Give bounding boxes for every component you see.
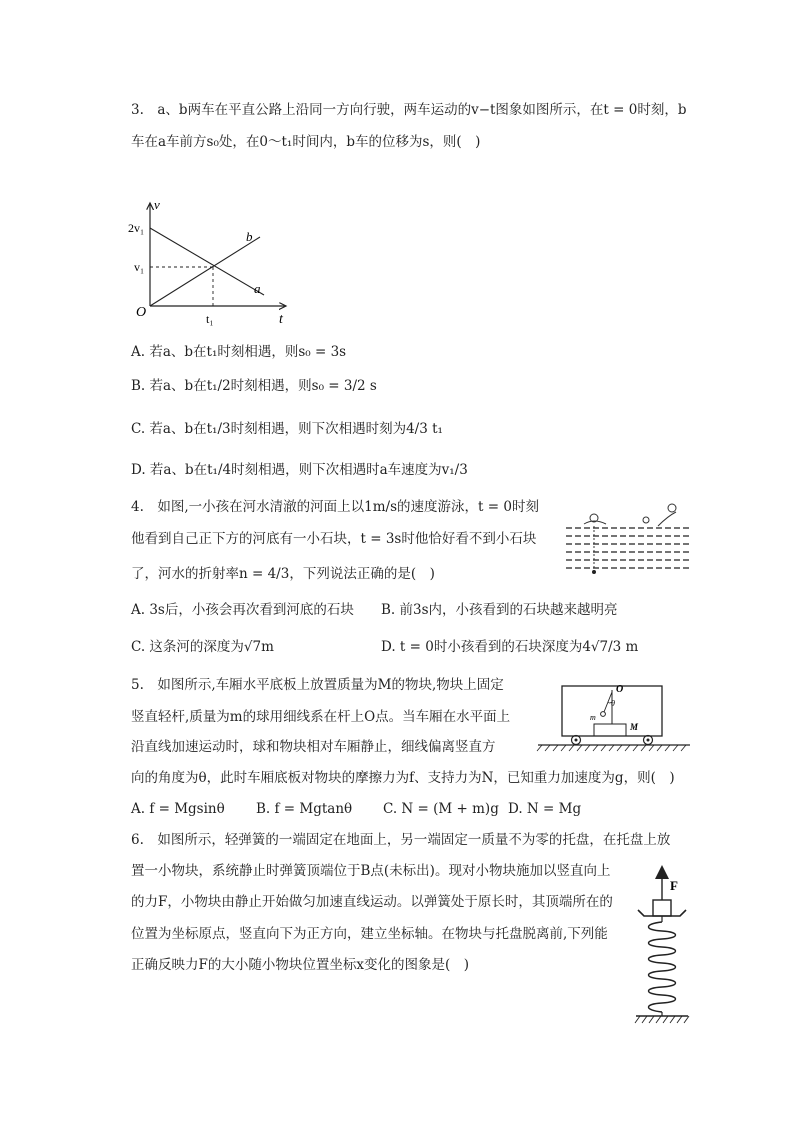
q5-line1: 5. 如图所示,车厢水平底板上放置质量为M的物块,物块上固定 <box>131 677 504 693</box>
label-t: t <box>279 312 283 327</box>
q5-line4: 向的角度为θ，此时车厢底板对物块的摩擦力为f、支持力为N，已知重力加速度为g，则( ) <box>131 770 675 786</box>
q6-line4: 位置为坐标原点，竖直向下为正方向，建立坐标轴。在物块与托盘脱离前,下列能 <box>131 926 608 942</box>
q4-option-d: D. t = 0时小孩看到的石块深度为4√7/3 m <box>381 639 639 655</box>
q6-line5: 正确反映力F的大小随小物块位置坐标x变化的图象是( ) <box>131 957 470 973</box>
q6-line3: 的力F，小物块由静止开始做匀加速直线运动。以弹簧处于原长时，其顶端所在的 <box>131 894 613 910</box>
q4-option-c: C. 这条河的深度为√7m <box>131 639 274 655</box>
q5-option-d: D. N = Mg <box>508 801 582 817</box>
tray <box>638 910 686 916</box>
q3-option-a: A. 若a、b在t₁时刻相遇，则s₀ = 3s <box>131 344 347 360</box>
label-a: a <box>254 281 261 296</box>
line-b <box>150 237 260 306</box>
fig-label-theta: θ <box>611 699 615 708</box>
q3-line2: 车在a车前方s₀处，在0～t₁时间内，b车的位移为s，则( ) <box>131 134 481 150</box>
label-b: b <box>246 229 253 244</box>
fig-label-M: M <box>630 722 639 732</box>
label-t1: t₁ <box>206 312 214 326</box>
q4-line1: 4. 如图,一小孩在河水清澈的河面上以1m/s的速度游泳，t = 0时刻 <box>131 499 539 515</box>
q4-option-b: B. 前3s内，小孩看到的石块越来越明亮 <box>381 602 618 618</box>
spring-figure <box>630 864 692 1026</box>
q6-line2: 置一小物块，系统静止时弹簧顶端位于B点(未标出)。现对小物块施加以竖直向上 <box>131 863 611 879</box>
q3-option-c: C. 若a、b在t₁/3时刻相遇，则下次相遇时刻为4/3 t₁ <box>131 421 443 437</box>
block <box>653 900 671 916</box>
q5-option-b: B. f = Mgtanθ <box>256 801 353 817</box>
river-figure <box>562 496 694 578</box>
vt-graph <box>128 195 298 330</box>
label-v: v <box>154 197 160 212</box>
q4-line2: 他看到自己正下方的河底有一小石块，t = 3s时他恰好看不到小石块 <box>131 531 537 547</box>
q3-option-b: B. 若a、b在t₁/2时刻相遇，则s₀ = 3/2 s <box>131 378 377 394</box>
fig-label-m: m <box>590 713 596 722</box>
label-v1: v₁ <box>134 260 145 274</box>
spring <box>649 922 676 1012</box>
q3-line1: 3. a、b两车在平直公路上沿同一方向行驶，两车运动的v−t图象如图所示，在t = 0时刻，b <box>131 102 687 118</box>
fig-label-f: F <box>670 878 678 893</box>
q3-option-d: D. 若a、b在t₁/4时刻相遇，则下次相遇时a车速度为v₁/3 <box>131 462 468 478</box>
q4-line3: 了，河水的折射率n = 4/3，下列说法正确的是( ) <box>131 566 435 582</box>
label-2v1: 2v₁ <box>128 221 145 235</box>
carriage-figure <box>534 680 694 752</box>
q5-option-a: A. f = Mgsinθ <box>131 801 225 817</box>
q5-option-c: C. N = (M + m)g <box>383 801 499 817</box>
label-origin: O <box>136 305 147 320</box>
q5-line3: 沿直线加速运动时，球和物块相对车厢静止，细线偏离竖直方 <box>131 739 496 755</box>
q6-line1: 6. 如图所示，轻弹簧的一端固定在地面上，另一端固定一质量不为零的托盘，在托盘上放 <box>131 832 671 848</box>
q4-option-a: A. 3s后，小孩会再次看到河底的石块 <box>131 602 354 618</box>
q5-line2: 竖直轻杆,质量为m的球用细线系在杆上O点。当车厢在水平面上 <box>131 709 511 725</box>
fig-label-o: O <box>616 684 624 695</box>
